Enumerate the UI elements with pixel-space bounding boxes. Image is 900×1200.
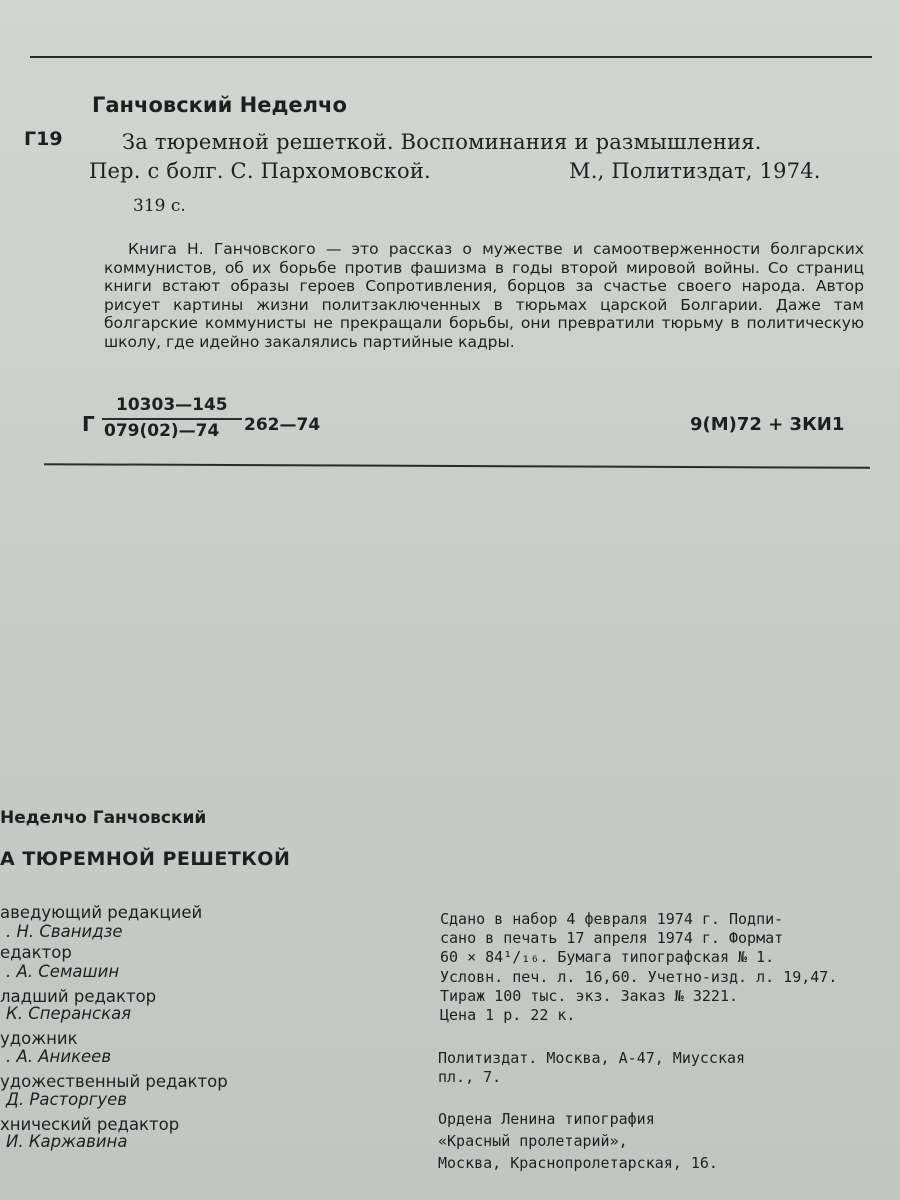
print-line: Цена 1 р. 22 к. xyxy=(440,1006,576,1024)
print-line: сано в печать 17 апреля 1974 г. Формат xyxy=(440,929,784,947)
publisher-line: пл., 7. xyxy=(438,1068,502,1086)
staff-role: удожник xyxy=(0,1029,78,1048)
classification-code: 9(М)72 + 3КИ1 xyxy=(690,414,845,435)
code-denominator: 079(02)—74 xyxy=(104,421,220,441)
printer-line: «Красный пролетарий», xyxy=(438,1132,628,1150)
staff-role: аведующий редакцией xyxy=(0,903,203,922)
staff-role: хнический редактор xyxy=(0,1115,180,1134)
printer-line: Ордена Ленина типография xyxy=(438,1110,655,1128)
staff-name: Д. Расторгуев xyxy=(6,1090,128,1109)
catalog-abstract xyxy=(104,240,864,351)
catalog-pages: 319 с. xyxy=(133,196,186,216)
staff-role: ладший редактор xyxy=(0,987,157,1006)
print-line: Тираж 100 тыс. экз. Заказ № 3221. xyxy=(440,987,739,1005)
code-numerator: 10303—145 xyxy=(116,395,228,415)
print-line: Сдано в набор 4 февраля 1974 г. Подпи- xyxy=(440,910,784,928)
catalog-title: За тюремной решеткой. Воспоминания и размышления. xyxy=(122,130,762,154)
catalog-index: Г19 xyxy=(24,128,63,150)
staff-name: . А. Аникеев xyxy=(6,1047,112,1066)
top-rule xyxy=(30,56,872,58)
print-line: Условн. печ. л. 16,60. Учетно-изд. л. 19,47. xyxy=(440,968,838,986)
catalog-translation: Пер. с болг. С. Пархомовской. xyxy=(89,159,431,183)
credits-author-name: Неделчо Ганчовский xyxy=(0,808,207,828)
print-line: 60 × 84¹/₁₆. Бумага типографская № 1. xyxy=(440,948,775,966)
staff-role: удожественный редактор xyxy=(0,1072,228,1091)
fraction-bar xyxy=(102,418,242,420)
publisher-line: Политиздат. Москва, А-47, Миусская xyxy=(438,1049,746,1067)
printer-line: Москва, Краснопролетарская, 16. xyxy=(438,1154,718,1172)
catalog-author: Ганчовский Неделчо xyxy=(92,93,347,117)
code-letter: Г xyxy=(82,412,95,436)
staff-name: И. Каржавина xyxy=(6,1132,128,1151)
staff-name: К. Сперанская xyxy=(6,1004,132,1023)
abstract-text: Книга Н. Ганчовского — это рассказ о мужестве и самоотверженности болгарских коммунистов, об их борьбе против фашизма в годы второй мировой войны. Со страниц книги встают образы героев Сопротивления, борцов за счастье своего народа. Автор рисует картины жизни политзаключенных в тюрьмах царской Болгарии. Даже там болгарские коммунисты не прекращали борьбы, они превратили тюрьму в политическую школу, где идейно закалялись партийные кадры. xyxy=(104,240,864,351)
code-suffix: 262—74 xyxy=(244,415,321,435)
staff-name: . А. Семашин xyxy=(6,962,120,981)
credits-book-title: А ТЮРЕМНОЙ РЕШЕТКОЙ xyxy=(0,848,291,870)
staff-role: едактор xyxy=(0,943,72,962)
catalog-publisher: М., Политиздат, 1974. xyxy=(569,159,821,183)
staff-name: . Н. Сванидзе xyxy=(6,922,123,941)
card-bottom-rule xyxy=(44,463,870,469)
